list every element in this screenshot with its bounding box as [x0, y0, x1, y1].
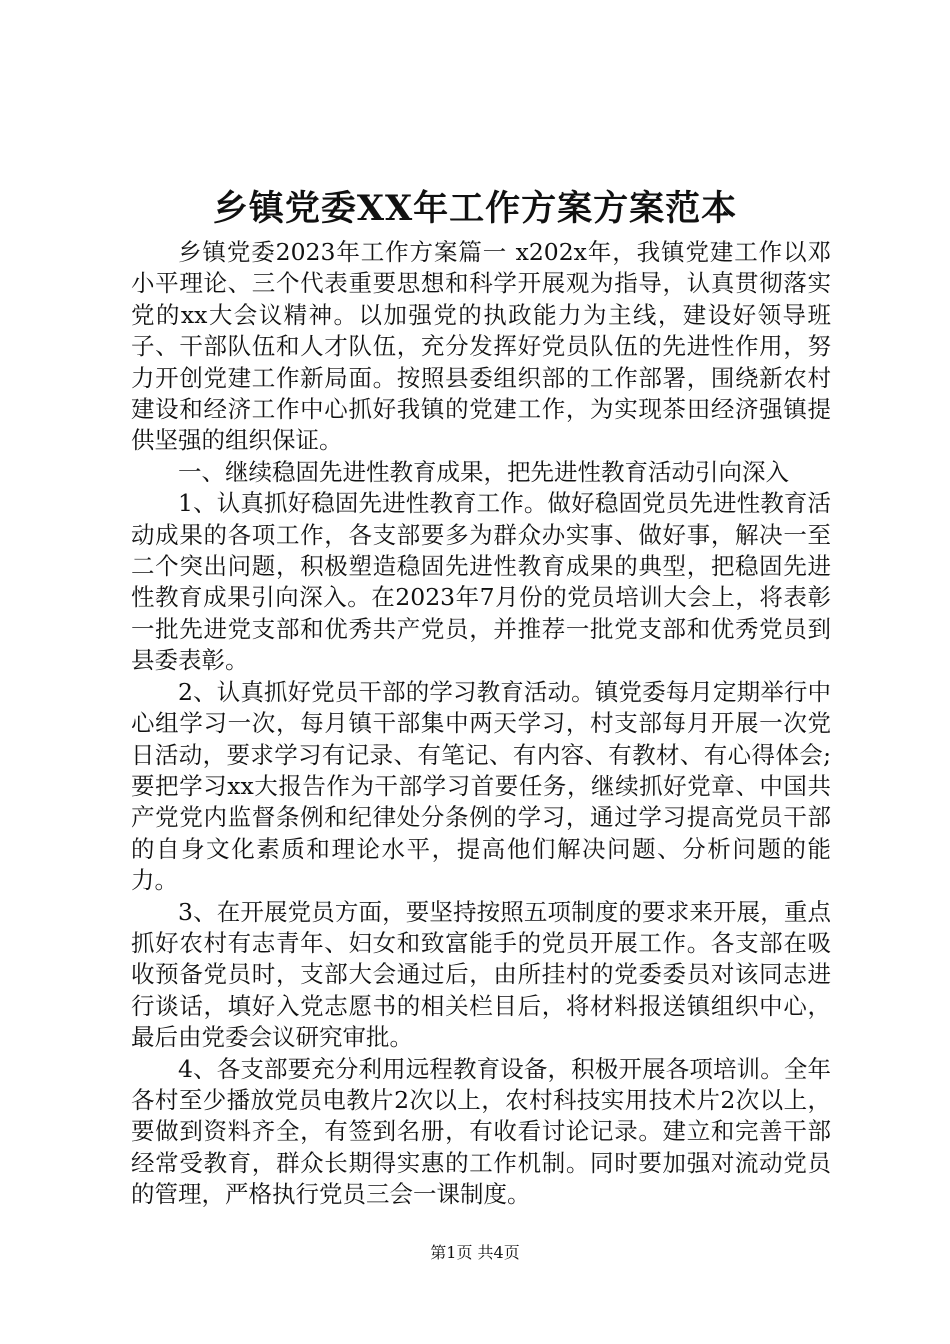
paragraph-item-2: 2、认真抓好党员干部的学习教育活动。镇党委每月定期举行中心组学习一次，每月镇干部集中两天学习，村支部每月开展一次党日活动，要求学习有记录、有笔记、有内容、有教材、有心得体会;要把学习xx大报告作为干部学习首要任务，继续抓好党章、中国共产党党内监督条例和纪律处分条例的学习，通过学习提高党员干部的自身文化素质和理论水平，提高他们解决问题、分析问题的能力。	[131, 677, 831, 895]
paragraph-item-4: 4、各支部要充分利用远程教育设备，积极开展各项培训。全年各村至少播放党员电教片2次以上，农村科技实用技术片2次以上，要做到资料齐全，有签到名册，有收看讨论记录。建立和完善干部经常受教育，群众长期得实惠的工作机制。同时要加强对流动党员的管理，严格执行党员三会一课制度。	[131, 1054, 831, 1209]
document-body	[131, 237, 831, 1211]
paragraph-intro: 乡镇党委2023年工作方案篇一 x202x年，我镇党建工作以邓小平理论、三个代表重要思想和科学开展观为指导，认真贯彻落实党的xx大会议精神。以加强党的执政能力为主线，建设好领导班子、干部队伍和人才队伍，充分发挥好党员队伍的先进性作用，努力开创党建工作新局面。按照县委组织部的工作部署，围绕新农村建设和经济工作中心抓好我镇的党建工作，为实现茶田经济强镇提供坚强的组织保证。	[131, 238, 831, 455]
page-footer	[0, 1242, 950, 1264]
paragraph-item-1: 1、认真抓好稳固先进性教育工作。做好稳固党员先进性教育活动成果的各项工作，各支部要多为群众办实事、做好事，解决一至二个突出问题，积极塑造稳固先进性教育成果的典型，把稳固先进性教育成果引向深入。在2023年7月份的党员培训大会上，将表彰一批先进党支部和优秀共产党员，并推荐一批党支部和优秀党员到县委表彰。	[131, 489, 831, 675]
paragraph-item-3: 3、在开展党员方面，要坚持按照五项制度的要求来开展，重点抓好农村有志青年、妇女和致富能手的党员开展工作。各支部在吸收预备党员时，支部大会通过后，由所挂村的党委委员对该同志进行谈话，填好入党志愿书的相关栏目后，将材料报送镇组织中心，最后由党委会议研究审批。	[131, 897, 831, 1052]
section-heading-1: 一、继续稳固先进性教育成果，把先进性教育活动引向深入	[178, 457, 789, 486]
document-title: 乡镇党委XX年工作方案方案范本	[212, 188, 738, 229]
page-number: 第1页 共4页	[430, 1243, 520, 1262]
